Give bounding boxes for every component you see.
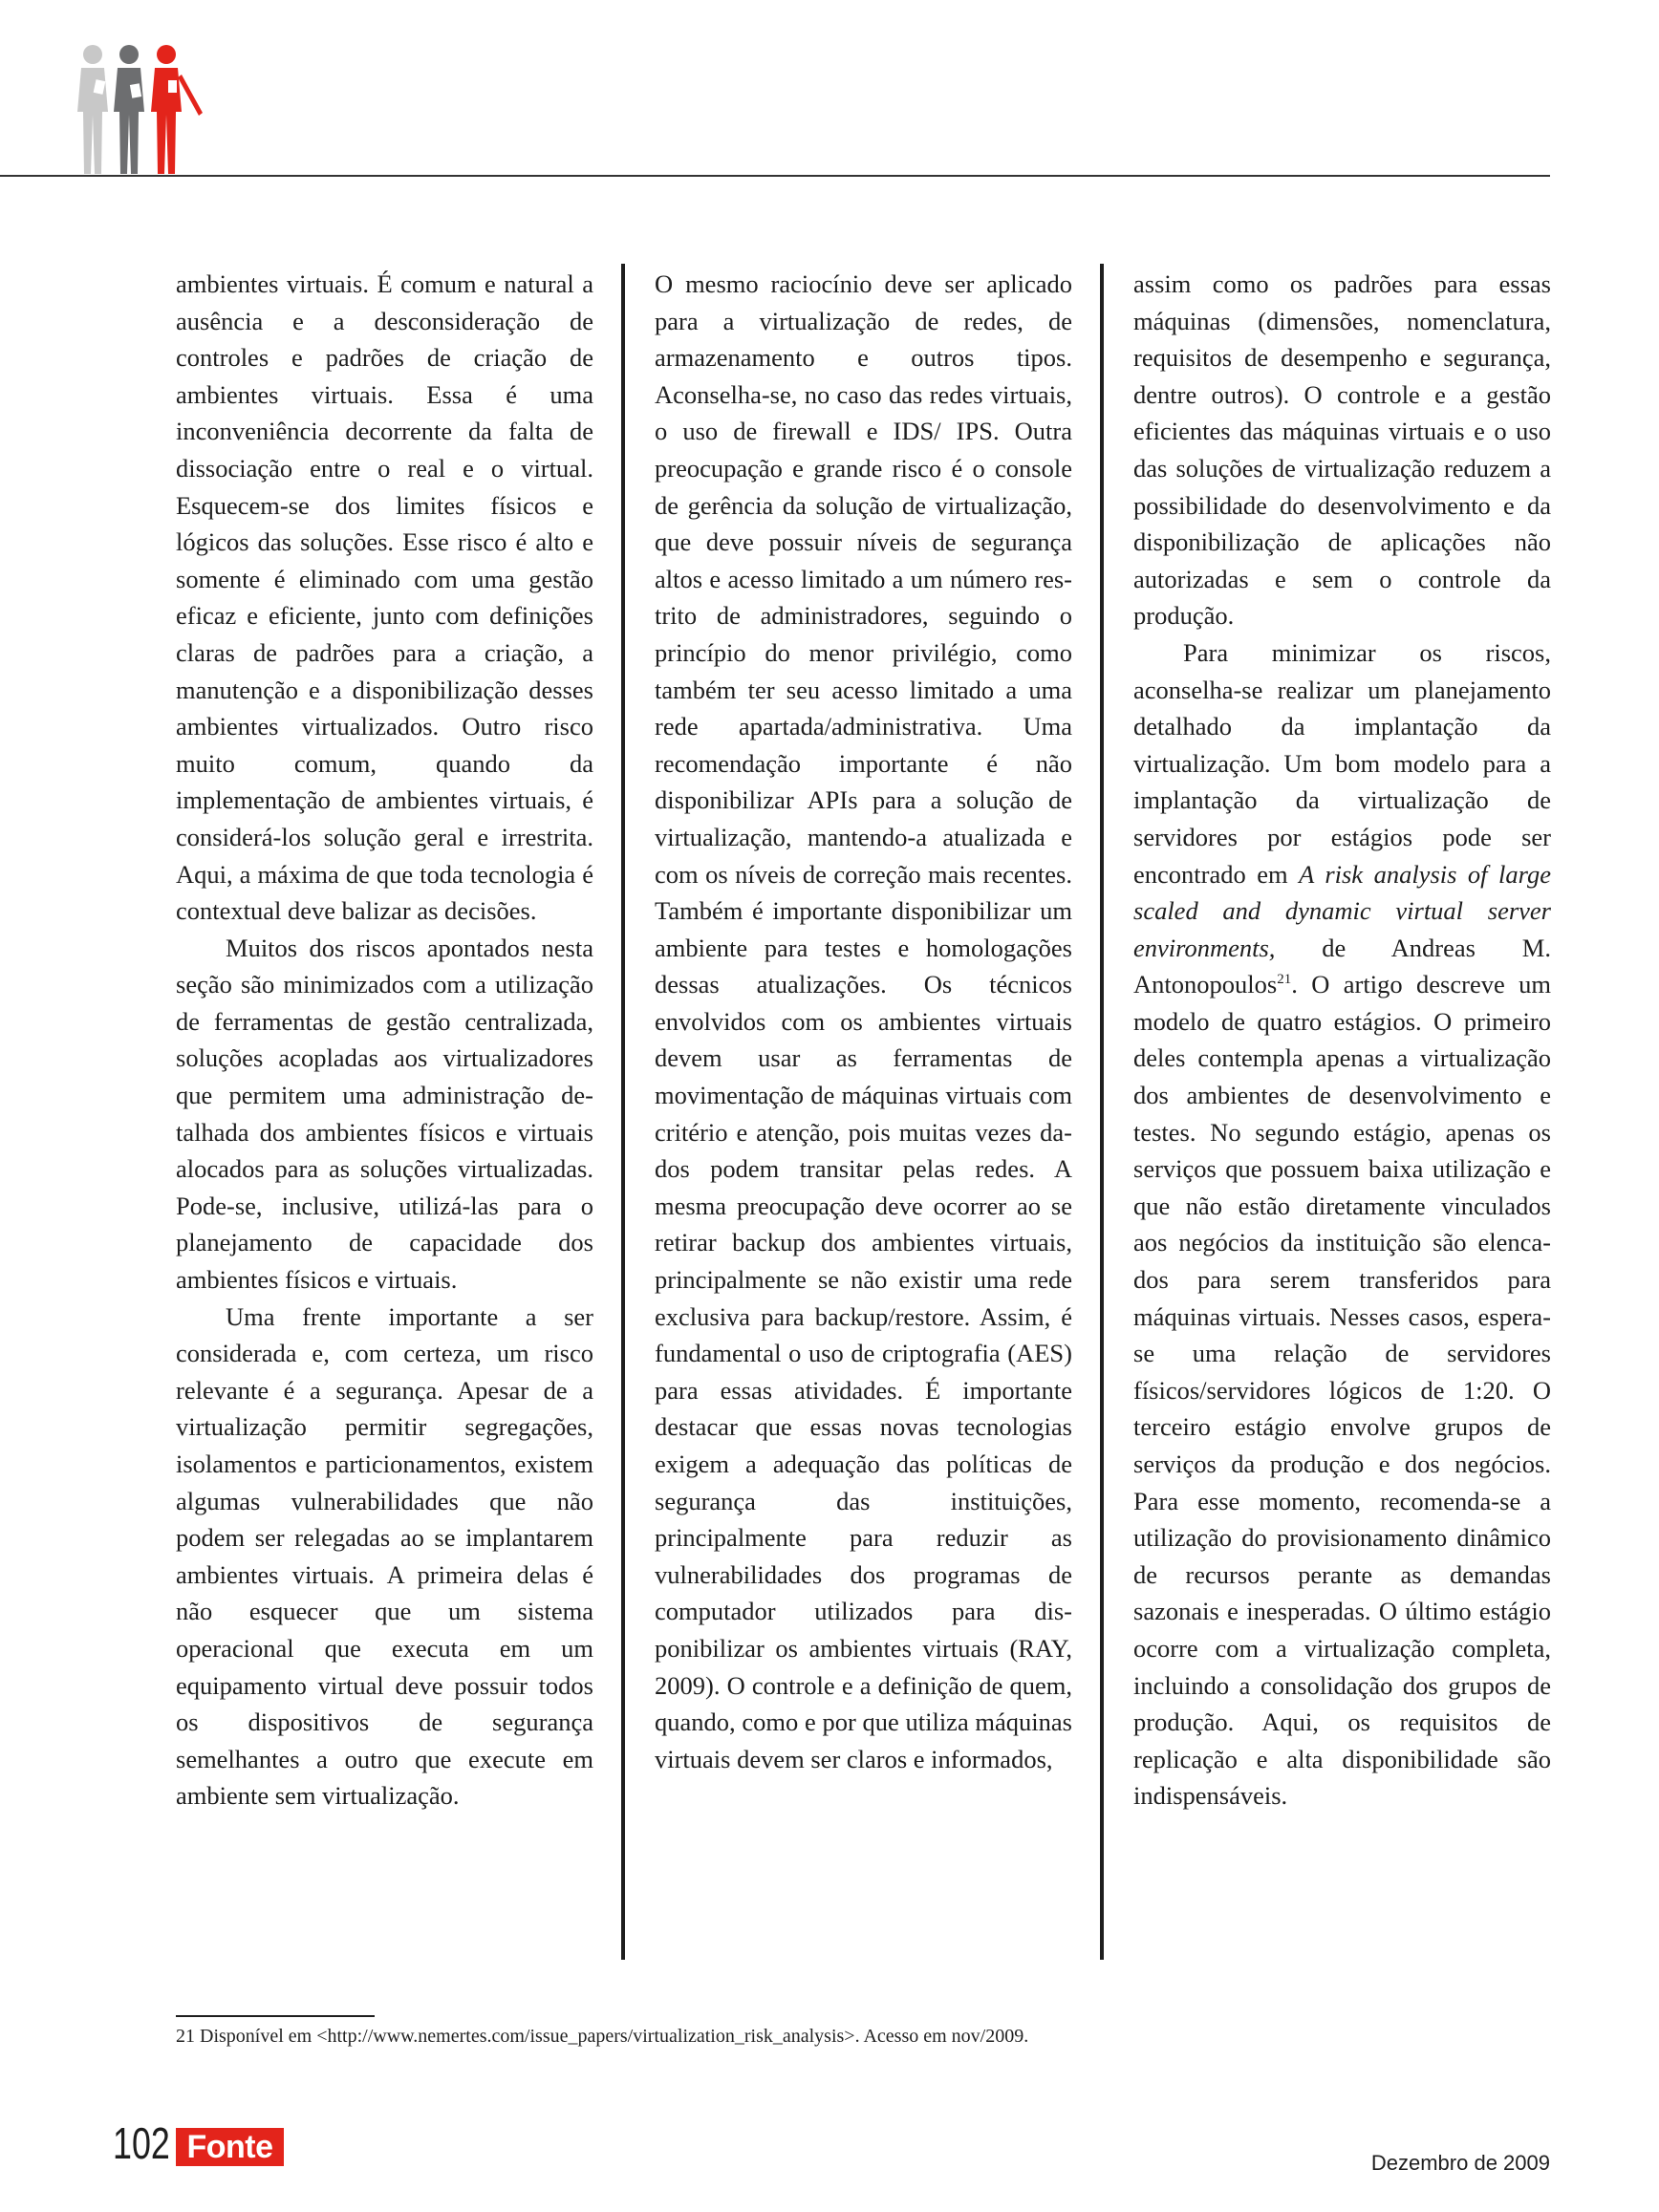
text-run: Para minimizar os riscos, aconselha-se realizar um planejamento detalhado da implantação da virtualização. Um bom modelo para a implantação da virtualização de servidores por estágios pode ser encontrado em bbox=[1133, 637, 1551, 889]
page-number: 102 bbox=[113, 2118, 170, 2168]
footnote-reference[interactable]: 21 bbox=[1277, 972, 1292, 988]
text-run: . O artigo descreve um modelo de quatro estágios. O primeiro deles contempla apenas a virtualização dos ambientes de desenvolvimento e testes. No segundo estágio, apenas os serviços que possuem baixa utilização e que não estão diretamente vinculados aos negócios da instituição são elencados para serem transferidos para máquinas virtuais. Nesses casos, espera-se uma relação de servidores físicos/servidores lógicos de 1:20. O terceiro estágio envolve grupos de serviços da produção e dos negócios. Para esse momento, recomenda-se a utilização do provisionamento dinâmico de recursos perante as demandas sazonais e inesperadas. O último estágio ocorre com a virtualização completa, incluindo a consolidação dos grupos de produção. Aqui, os requisitos de replicação e alta disponibilidade são indispensáveis. bbox=[1133, 970, 1551, 1811]
text-column-2 bbox=[655, 266, 1072, 1777]
issue-date: Dezembro de 2009 bbox=[1370, 2151, 1550, 2175]
cited-title: A risk analysis of large scaled and dynamic virtual server environments, bbox=[1133, 859, 1551, 962]
footnote-rule bbox=[176, 2015, 375, 2017]
paragraph: ambientes virtuais. É comum e natural a ausência e a desconsideração de controles e padrões de criação de ambientes virtuais. Essa é uma inconveniência decorrente da falta de dissociação entre o real e o virtual. Esquecem-se dos limites físicos e lógicos das soluções. Esse risco é alto e somente é eliminado com uma gestão eficaz e eficiente, junto com definições claras de padrões para a criação, a manutenção e a disponibilização desses ambientes virtualizados. Outro risco muito comum, quando da implementação de ambientes virtuais, é considerá-los solução geral e irrestrita. Aqui, a máxima de que toda tecnologia é contextual deve balizar as decisões. bbox=[176, 269, 593, 926]
people-figures-icon bbox=[75, 42, 218, 176]
magazine-logo: Fonte bbox=[176, 2128, 284, 2166]
text-run: de Andreas M. Antonopoulos bbox=[1133, 933, 1551, 999]
column-divider bbox=[621, 264, 625, 1960]
paragraph: assim como os padrões para essas máquinas (dimensões, nomenclatura, requisitos de desempenho e segurança, dentre outros). O controle e a gestão eficientes das máquinas virtuais e o uso das soluções de virtualização reduzem a possibilidade do desenvolvimento e da disponibilização de aplicações não autorizadas e sem o controle da produção. bbox=[1133, 269, 1551, 631]
column-divider bbox=[1100, 264, 1104, 1960]
paragraph bbox=[1133, 634, 1551, 1815]
paragraph: Uma frente importante a ser considerada e, com certeza, um risco relevante é a segurança. Apesar de a virtualização permitir segregações, isolamentos e particionamentos, existem algumas vulnerabilidades que não podem ser relegadas ao se implantarem ambientes virtuais. A primeira delas é não esquecer que um sistema operacional que executa em um equipamento virtual deve possuir todos os dispositivos de segurança semelhantes a outro que execute em ambiente sem virtualização. bbox=[176, 1301, 593, 1811]
footnote: 21 Disponível em <http://www.nemertes.com/issue_papers/virtualization_risk_analysis>. Acesso em nov/2009. bbox=[176, 2026, 1029, 2047]
paragraph: Muitos dos riscos apontados nesta seção são minimizados com a utilização de ferramentas de gestão centralizada, soluções acopladas aos virtualizadores que permitem uma administração detalhada dos ambientes físicos e virtuais alocados para as soluções virtualizadas. Pode-se, inclusive, utilizá-las para o planejamento de capacidade dos ambientes físicos e virtuais. bbox=[176, 933, 593, 1295]
text-column-3 bbox=[1133, 266, 1551, 1815]
paragraph: O mesmo raciocínio deve ser aplicado para a virtualização de redes, de armazenamento e outros tipos. Aconselha-se, no caso das redes virtuais, o uso de firewall e IDS/ IPS. Outra preocupação e grande risco é o console de gerência da solução de virtualização, que deve possuir níveis de segurança altos e acesso limitado a um número restrito de administradores, seguindo o princípio do menor privilégio, como também ter seu acesso limitado a uma rede apartada/administrativa. Uma recomendação importante é não disponibilizar APIs para a solução de virtualização, mantendo-a atualizada e com os níveis de correção mais recentes. Também é importante disponibilizar um ambiente para testes e homologações dessas atualizações. Os técnicos envolvidos com os ambientes virtuais devem usar as ferramentas de movimentação de máquinas virtuais com critério e atenção, pois muitas vezes dados podem transitar pelas redes. A mesma preocupação deve ocorrer ao se retirar backup dos ambientes virtuais, principalmente se não existir uma rede exclusiva para backup/restore. Assim, é fundamental o uso de criptografia (AES) para essas atividades. É importante destacar que essas novas tecnologias exigem a adequação das políticas de segurança das instituições, principalmente para reduzir as vulnerabilidades dos programas de computador utilizados para disponibilizar os ambientes virtuais (RAY, 2009). O controle e a definição de quem, quando, como e por que utiliza máquinas virtuais devem ser claros e informados, bbox=[655, 269, 1072, 1773]
text-column-1 bbox=[176, 266, 593, 1815]
header-rule bbox=[0, 175, 1550, 177]
